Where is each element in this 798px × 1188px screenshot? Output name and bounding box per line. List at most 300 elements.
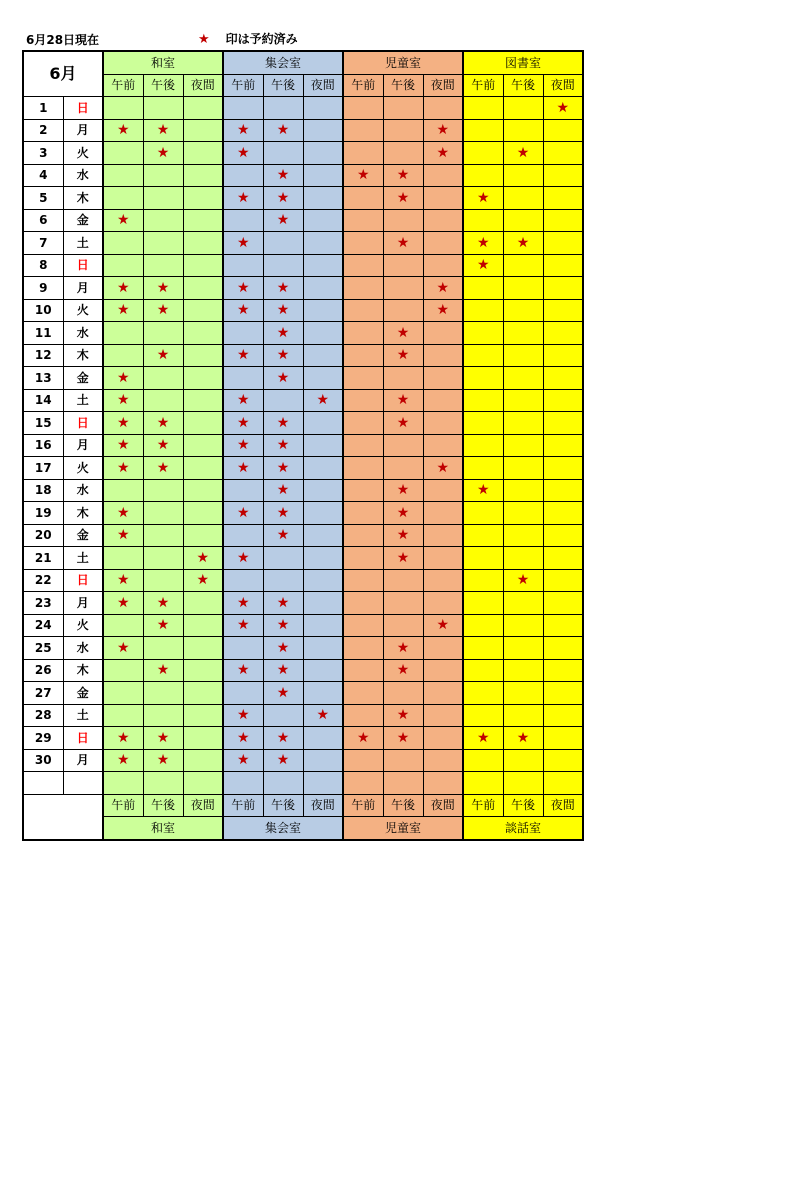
slot-cell [223, 367, 263, 390]
reserved-star-icon: ★ [143, 457, 183, 480]
slot-cell [143, 97, 183, 120]
slot-cell [343, 412, 383, 435]
day-row [23, 727, 583, 750]
slot-cell [343, 254, 383, 277]
reserved-star-icon: ★ [103, 524, 143, 547]
slot-label-to-1: 午前 [463, 74, 503, 97]
slot-cell [263, 569, 303, 592]
slot-cell [303, 254, 343, 277]
slot-cell [463, 299, 503, 322]
slot-cell [343, 614, 383, 637]
reserved-star-icon: ★ [263, 119, 303, 142]
slot-cell [303, 502, 343, 525]
day-number: 2 [23, 119, 63, 142]
reserved-star-icon: ★ [383, 637, 423, 660]
slot-cell [463, 524, 503, 547]
slot-cell [463, 322, 503, 345]
slot-cell [303, 614, 343, 637]
reserved-star-icon: ★ [303, 704, 343, 727]
day-row [23, 637, 583, 660]
slot-cell [303, 547, 343, 570]
room-footer-danwashitsu: 談話室 [463, 817, 583, 840]
reserved-star-icon: ★ [463, 479, 503, 502]
day-number: 28 [23, 704, 63, 727]
slot-cell [303, 524, 343, 547]
slot-cell [183, 142, 223, 165]
weekday: 月 [63, 434, 103, 457]
slot-cell [183, 502, 223, 525]
reserved-star-icon: ★ [183, 569, 223, 592]
slot-cell [423, 389, 463, 412]
slot-cell [463, 682, 503, 705]
slot-cell [103, 97, 143, 120]
slot-cell [463, 142, 503, 165]
day-number: 21 [23, 547, 63, 570]
slot-cell [383, 119, 423, 142]
slot-cell [503, 254, 543, 277]
reserved-star-icon: ★ [143, 749, 183, 772]
slot-cell [343, 682, 383, 705]
slot-cell [303, 592, 343, 615]
slot-cell [383, 209, 423, 232]
slot-cell [183, 659, 223, 682]
day-row [23, 524, 583, 547]
slot-cell [383, 299, 423, 322]
reserved-star-icon: ★ [263, 187, 303, 210]
slot-cell [303, 232, 343, 255]
slot-cell [543, 614, 583, 637]
slot-cell [543, 569, 583, 592]
day-number: 24 [23, 614, 63, 637]
reserved-star-icon: ★ [463, 727, 503, 750]
day-number: 20 [23, 524, 63, 547]
day-row [23, 164, 583, 187]
slot-cell [543, 727, 583, 750]
reserved-star-icon: ★ [263, 682, 303, 705]
reserved-star-icon: ★ [263, 209, 303, 232]
slot-cell [103, 232, 143, 255]
day-number: 23 [23, 592, 63, 615]
slot-cell [383, 367, 423, 390]
slot-cell [103, 344, 143, 367]
slot-cell [263, 389, 303, 412]
reserved-star-icon: ★ [463, 232, 503, 255]
slot-cell [103, 659, 143, 682]
day-row [23, 682, 583, 705]
reserved-star-icon: ★ [103, 502, 143, 525]
reserved-star-icon: ★ [223, 704, 263, 727]
weekday: 火 [63, 457, 103, 480]
slot-cell [303, 344, 343, 367]
day-row [23, 232, 583, 255]
day-number: 11 [23, 322, 63, 345]
slot-cell [303, 772, 343, 795]
reserved-star-icon: ★ [383, 344, 423, 367]
slot-cell [343, 232, 383, 255]
reserved-star-icon: ★ [423, 277, 463, 300]
slot-cell [183, 434, 223, 457]
reserved-star-icon: ★ [503, 569, 543, 592]
slot-label-to-2: 午後 [503, 794, 543, 817]
slot-label-sh-2: 午後 [263, 794, 303, 817]
slot-cell [543, 502, 583, 525]
weekday: 火 [63, 142, 103, 165]
weekday: 木 [63, 502, 103, 525]
slot-cell [263, 547, 303, 570]
legend-star-icon: ★ [198, 32, 210, 47]
slot-cell [423, 637, 463, 660]
slot-cell [543, 164, 583, 187]
slot-cell [543, 277, 583, 300]
day-number [23, 772, 63, 795]
day-number: 25 [23, 637, 63, 660]
slot-cell [463, 704, 503, 727]
slot-cell [463, 344, 503, 367]
slot-cell [503, 277, 543, 300]
weekday: 月 [63, 749, 103, 772]
slot-cell [463, 119, 503, 142]
day-row [23, 659, 583, 682]
slot-cell [543, 412, 583, 435]
reserved-star-icon: ★ [263, 299, 303, 322]
slot-label-ji-1: 午前 [343, 794, 383, 817]
weekday: 水 [63, 479, 103, 502]
slot-cell [303, 187, 343, 210]
reserved-star-icon: ★ [383, 389, 423, 412]
slot-cell [543, 367, 583, 390]
slot-cell [263, 232, 303, 255]
slot-cell [343, 524, 383, 547]
slot-cell [183, 772, 223, 795]
slot-cell [183, 344, 223, 367]
slot-cell [423, 97, 463, 120]
reserved-star-icon: ★ [383, 164, 423, 187]
slot-cell [303, 479, 343, 502]
slot-cell [543, 254, 583, 277]
slot-cell [343, 704, 383, 727]
slot-cell [543, 547, 583, 570]
reserved-star-icon: ★ [143, 614, 183, 637]
slot-cell [343, 479, 383, 502]
slot-cell [183, 704, 223, 727]
slot-cell [183, 479, 223, 502]
slot-cell [343, 142, 383, 165]
slot-cell [463, 502, 503, 525]
slot-cell [503, 164, 543, 187]
slot-cell [463, 412, 503, 435]
day-number: 22 [23, 569, 63, 592]
reserved-star-icon: ★ [103, 209, 143, 232]
slot-cell [503, 389, 543, 412]
reserved-star-icon: ★ [103, 457, 143, 480]
slot-cell [143, 479, 183, 502]
slot-cell [503, 434, 543, 457]
day-row [23, 592, 583, 615]
slot-cell [183, 299, 223, 322]
slot-cell [463, 637, 503, 660]
weekday: 金 [63, 367, 103, 390]
weekday: 月 [63, 277, 103, 300]
reserved-star-icon: ★ [263, 344, 303, 367]
reserved-star-icon: ★ [303, 389, 343, 412]
reserved-star-icon: ★ [423, 614, 463, 637]
slot-cell [103, 772, 143, 795]
slot-cell [503, 592, 543, 615]
slot-cell [223, 164, 263, 187]
slot-cell [463, 434, 503, 457]
slot-cell [183, 322, 223, 345]
day-row [23, 412, 583, 435]
slot-cell [543, 592, 583, 615]
reserved-star-icon: ★ [143, 434, 183, 457]
slot-cell [303, 299, 343, 322]
slot-cell [383, 254, 423, 277]
reserved-star-icon: ★ [103, 569, 143, 592]
slot-label-to-2: 午後 [503, 74, 543, 97]
slot-cell [543, 322, 583, 345]
slot-cell [143, 322, 183, 345]
reserved-star-icon: ★ [103, 299, 143, 322]
day-number: 16 [23, 434, 63, 457]
slot-cell [343, 502, 383, 525]
reserved-star-icon: ★ [343, 727, 383, 750]
slot-label-ji-3: 夜間 [423, 74, 463, 97]
day-number: 19 [23, 502, 63, 525]
slot-cell [143, 209, 183, 232]
slot-cell [303, 412, 343, 435]
reserved-star-icon: ★ [503, 727, 543, 750]
slot-cell [383, 277, 423, 300]
reserved-star-icon: ★ [223, 457, 263, 480]
reserved-star-icon: ★ [263, 367, 303, 390]
slot-cell [543, 142, 583, 165]
slot-cell [543, 772, 583, 795]
day-number: 4 [23, 164, 63, 187]
reserved-star-icon: ★ [383, 187, 423, 210]
reserved-star-icon: ★ [503, 232, 543, 255]
slot-cell [503, 187, 543, 210]
slot-cell [103, 322, 143, 345]
day-row [23, 434, 583, 457]
slot-cell [463, 367, 503, 390]
reserved-star-icon: ★ [543, 97, 583, 120]
reserved-star-icon: ★ [383, 479, 423, 502]
slot-label-sh-2: 午後 [263, 74, 303, 97]
weekday: 金 [63, 524, 103, 547]
slot-cell [423, 344, 463, 367]
day-row [23, 547, 583, 570]
weekday: 土 [63, 232, 103, 255]
slot-cell [423, 367, 463, 390]
reserved-star-icon: ★ [463, 254, 503, 277]
reserved-star-icon: ★ [143, 727, 183, 750]
day-row [23, 614, 583, 637]
slot-cell [423, 704, 463, 727]
slot-cell [503, 749, 543, 772]
slot-cell [543, 479, 583, 502]
slot-cell [343, 119, 383, 142]
weekday: 日 [63, 412, 103, 435]
slot-cell [183, 277, 223, 300]
slot-cell [543, 457, 583, 480]
room-footer-jidoshitsu: 児童室 [343, 817, 463, 840]
reserved-star-icon: ★ [143, 659, 183, 682]
slot-cell [463, 592, 503, 615]
day-number: 29 [23, 727, 63, 750]
reserved-star-icon: ★ [103, 412, 143, 435]
slot-cell [183, 119, 223, 142]
slot-cell [503, 97, 543, 120]
slot-cell [463, 659, 503, 682]
slot-cell [303, 637, 343, 660]
day-row [23, 322, 583, 345]
slot-cell [303, 119, 343, 142]
slot-cell [223, 682, 263, 705]
day-number: 17 [23, 457, 63, 480]
as-of-date-label: 6月28日現在 [26, 33, 100, 47]
weekday: 土 [63, 547, 103, 570]
slot-cell [343, 772, 383, 795]
day-row [23, 299, 583, 322]
slot-cell [343, 637, 383, 660]
reserved-star-icon: ★ [263, 322, 303, 345]
slot-cell [423, 502, 463, 525]
reserved-star-icon: ★ [103, 749, 143, 772]
weekday: 土 [63, 704, 103, 727]
slot-cell [383, 592, 423, 615]
slot-cell [383, 749, 423, 772]
slot-cell [463, 457, 503, 480]
slot-cell [103, 704, 143, 727]
slot-cell [503, 479, 543, 502]
slot-cell [303, 209, 343, 232]
slot-cell [343, 322, 383, 345]
day-number: 12 [23, 344, 63, 367]
slot-cell [183, 209, 223, 232]
slot-cell [223, 569, 263, 592]
reserved-star-icon: ★ [503, 142, 543, 165]
slot-cell [223, 254, 263, 277]
slot-cell [543, 682, 583, 705]
reserved-star-icon: ★ [263, 614, 303, 637]
slot-cell [223, 209, 263, 232]
slot-cell [183, 457, 223, 480]
slot-label-ji-2: 午後 [383, 794, 423, 817]
slot-label-sh-3: 夜間 [303, 794, 343, 817]
day-row [23, 569, 583, 592]
slot-cell [303, 97, 343, 120]
slot-cell [143, 367, 183, 390]
slot-cell [183, 682, 223, 705]
slot-cell [543, 434, 583, 457]
day-row [23, 389, 583, 412]
slot-cell [423, 434, 463, 457]
slot-cell [303, 434, 343, 457]
slot-cell [343, 187, 383, 210]
reserved-star-icon: ★ [263, 412, 303, 435]
slot-cell [463, 164, 503, 187]
slot-cell [343, 277, 383, 300]
slot-cell [423, 547, 463, 570]
slot-cell [423, 232, 463, 255]
weekday: 火 [63, 299, 103, 322]
slot-cell [503, 659, 543, 682]
day-row [23, 254, 583, 277]
slot-cell [183, 367, 223, 390]
slot-cell [343, 547, 383, 570]
reserved-star-icon: ★ [103, 434, 143, 457]
day-row [23, 457, 583, 480]
weekday: 月 [63, 592, 103, 615]
slot-cell [383, 569, 423, 592]
weekday: 日 [63, 254, 103, 277]
slot-cell [303, 659, 343, 682]
slot-cell [103, 547, 143, 570]
room-header-jidoshitsu: 児童室 [343, 51, 463, 74]
weekday: 金 [63, 682, 103, 705]
day-number: 30 [23, 749, 63, 772]
reserved-star-icon: ★ [423, 119, 463, 142]
reserved-star-icon: ★ [383, 704, 423, 727]
slot-cell [383, 772, 423, 795]
reserved-star-icon: ★ [383, 232, 423, 255]
reserved-star-icon: ★ [223, 592, 263, 615]
reserved-star-icon: ★ [383, 502, 423, 525]
slot-cell [343, 97, 383, 120]
slot-label-to-3: 夜間 [543, 74, 583, 97]
slot-cell [503, 119, 543, 142]
reserved-star-icon: ★ [143, 119, 183, 142]
room-header-shukaishitsu: 集会室 [223, 51, 343, 74]
slot-cell [543, 389, 583, 412]
slot-label-wa-1: 午前 [103, 794, 143, 817]
slot-cell [463, 772, 503, 795]
day-row [23, 367, 583, 390]
day-number: 6 [23, 209, 63, 232]
slot-cell [503, 209, 543, 232]
slot-cell [503, 412, 543, 435]
slot-cell [183, 164, 223, 187]
room-footer-washitsu: 和室 [103, 817, 223, 840]
reserved-star-icon: ★ [103, 592, 143, 615]
slot-cell [503, 322, 543, 345]
slot-cell [463, 389, 503, 412]
day-row [23, 344, 583, 367]
slot-cell [143, 187, 183, 210]
legend [198, 30, 298, 47]
slot-cell [463, 277, 503, 300]
reserved-star-icon: ★ [263, 592, 303, 615]
slot-cell [543, 659, 583, 682]
day-number: 15 [23, 412, 63, 435]
reserved-star-icon: ★ [263, 434, 303, 457]
reserved-star-icon: ★ [183, 547, 223, 570]
slot-cell [143, 569, 183, 592]
reserved-star-icon: ★ [223, 434, 263, 457]
month-label: 6月 [23, 51, 103, 97]
slot-cell [503, 614, 543, 637]
slot-cell [183, 524, 223, 547]
slot-cell [543, 344, 583, 367]
slot-cell [463, 547, 503, 570]
slot-footer-row [23, 794, 583, 817]
slot-cell [103, 614, 143, 637]
slot-cell [343, 659, 383, 682]
slot-cell [423, 254, 463, 277]
reserved-star-icon: ★ [263, 637, 303, 660]
day-number: 26 [23, 659, 63, 682]
slot-cell [343, 367, 383, 390]
